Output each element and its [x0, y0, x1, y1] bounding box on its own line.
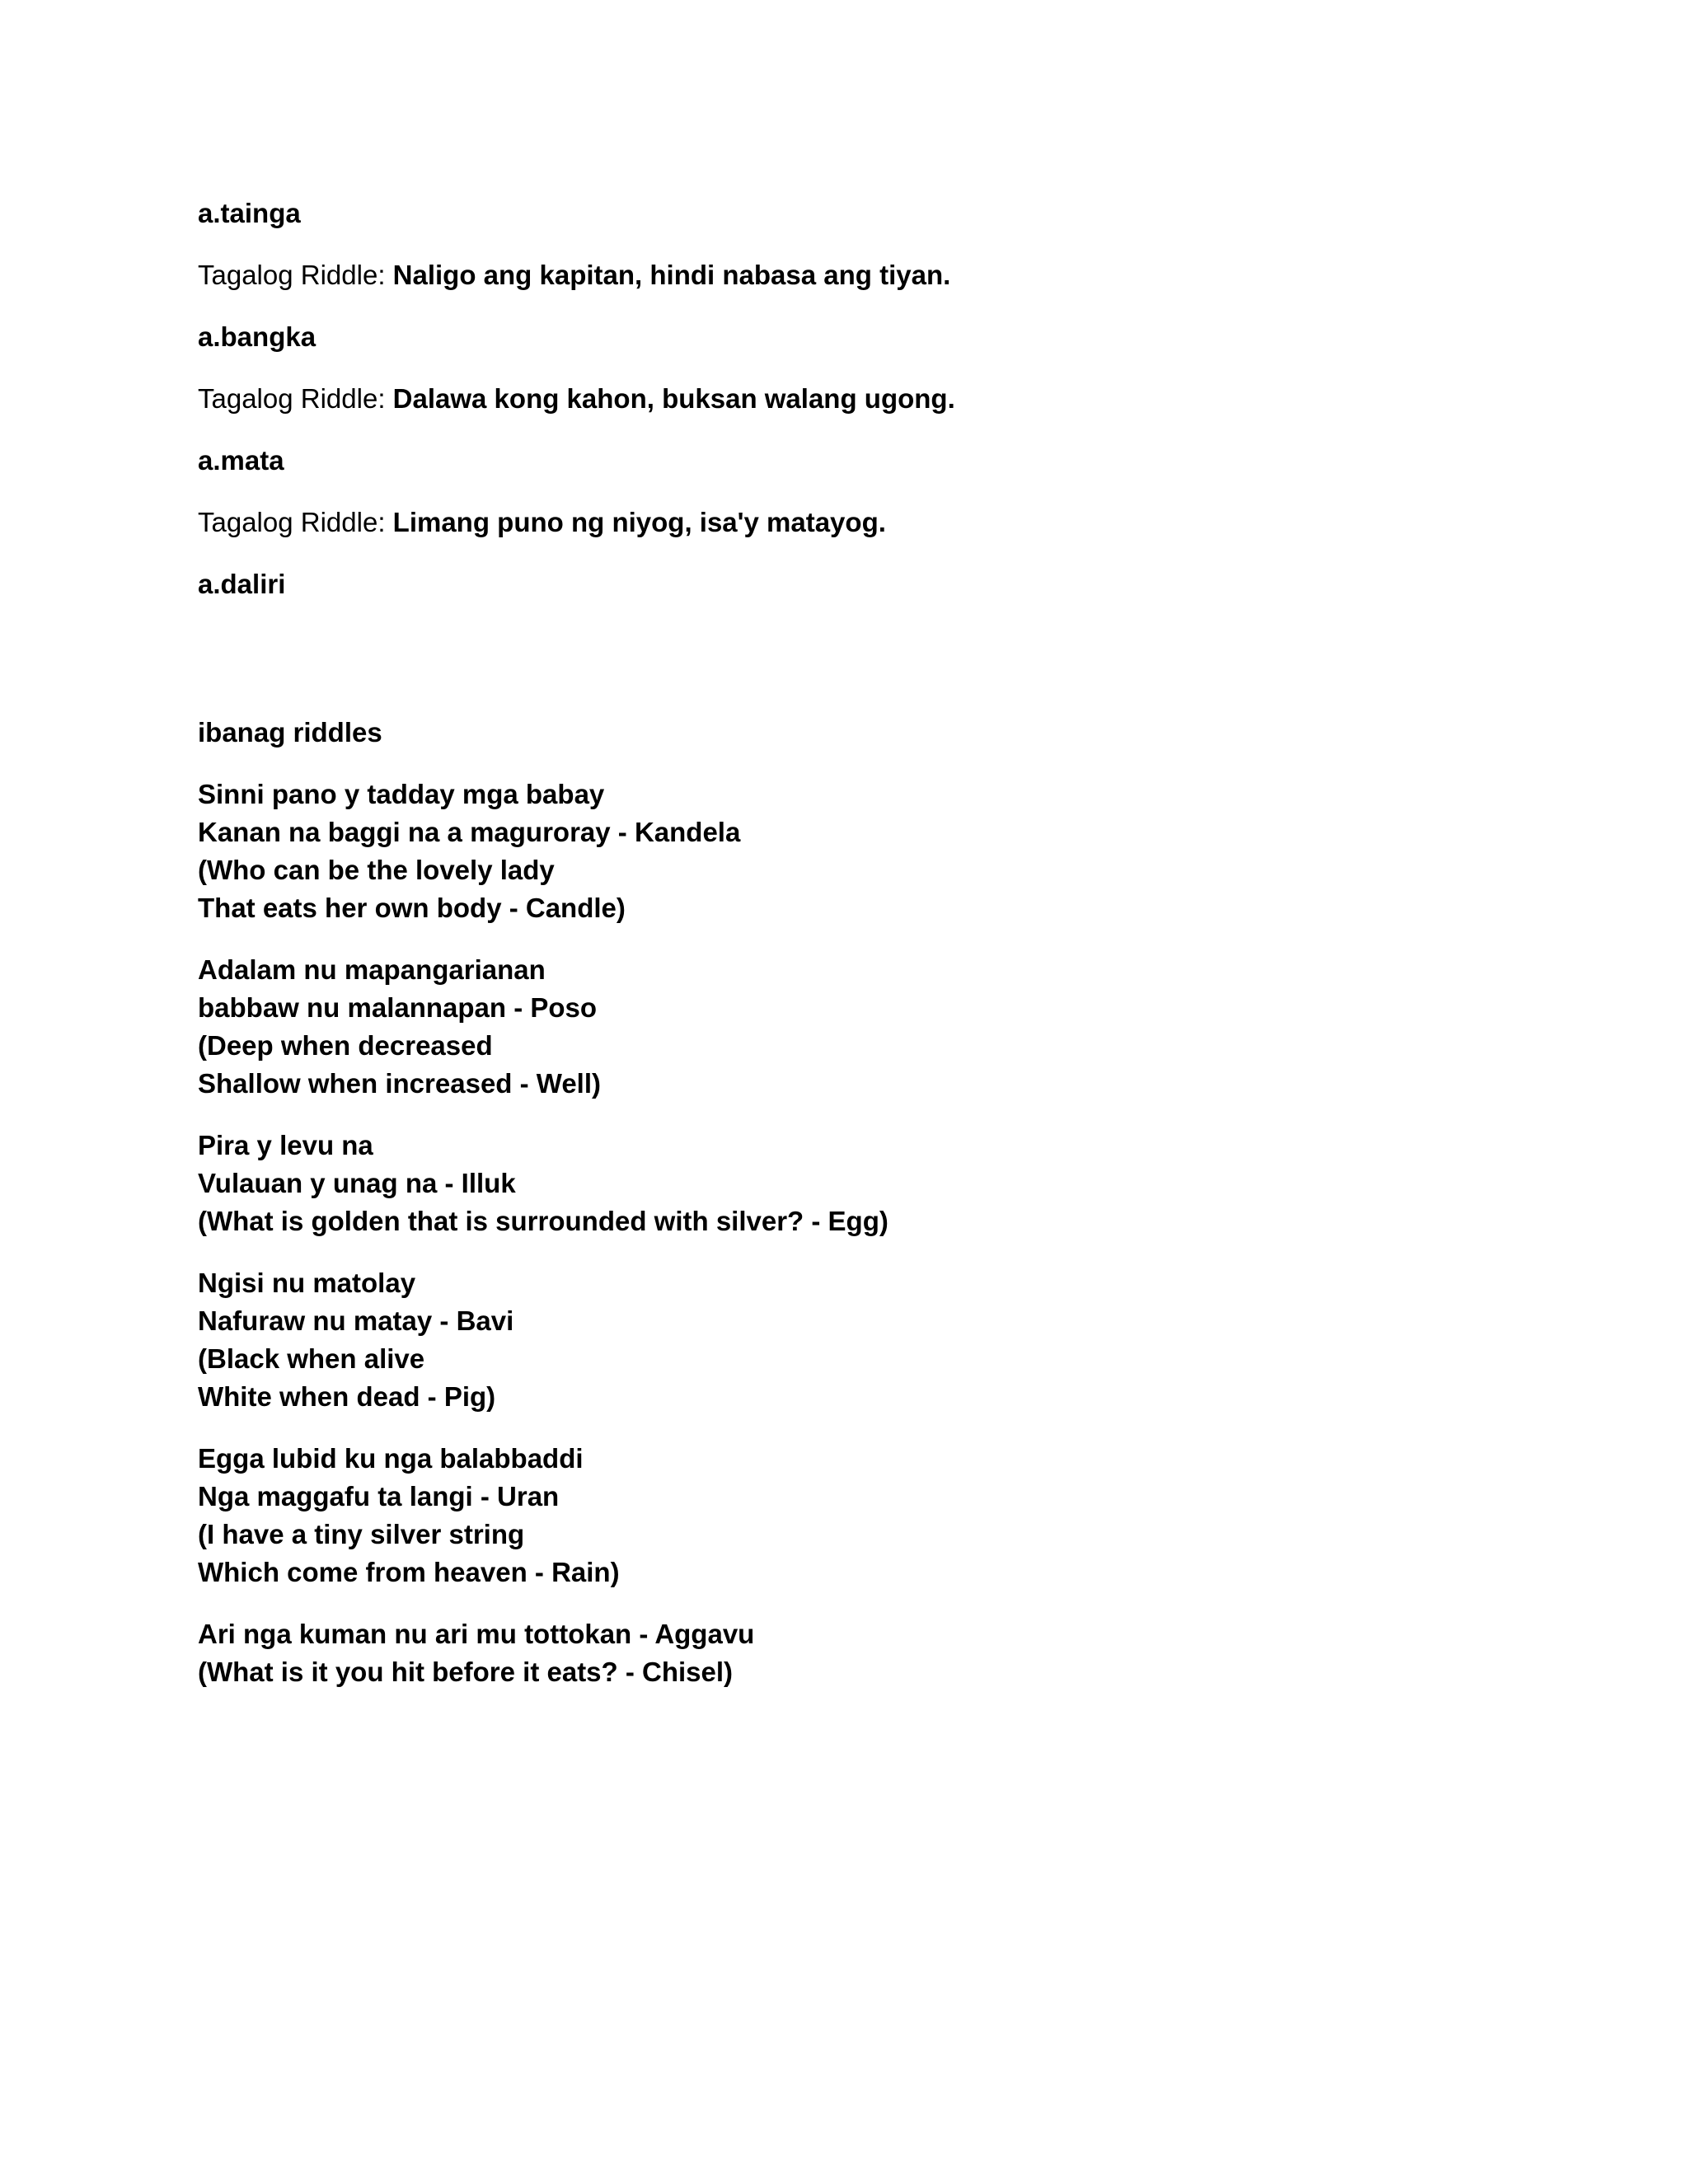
- riddle-line: Kanan na baggi na a maguroray - Kandela: [198, 817, 741, 847]
- riddle-line: Ngisi nu matolay: [198, 1268, 416, 1298]
- riddle-line: Egga lubid ku nga balabbaddi: [198, 1443, 584, 1474]
- answer-text: a.mata: [198, 445, 284, 476]
- answer-mata: [198, 442, 1484, 480]
- heading-text: ibanag riddles: [198, 717, 382, 748]
- riddle-text: Naligo ang kapitan, hindi nabasa ang tiyan.: [392, 260, 951, 290]
- riddle-line: That eats her own body - Candle): [198, 893, 626, 923]
- riddle-line: Adalam nu mapangarianan: [198, 954, 546, 985]
- riddle-line: [198, 256, 1484, 294]
- riddle-line: Vulauan y unag na - Illuk: [198, 1168, 516, 1198]
- ibanag-riddle: [198, 1127, 1484, 1240]
- ibanag-riddle: [198, 1615, 1484, 1691]
- tagalog-riddle-2: [198, 380, 1484, 418]
- riddle-line: Pira y levu na: [198, 1130, 373, 1160]
- answer-text: a.tainga: [198, 198, 301, 228]
- riddle-text: Dalawa kong kahon, buksan walang ugong.: [392, 383, 955, 414]
- answer-text: a.bangka: [198, 321, 316, 352]
- riddle-line: babbaw nu malannapan - Poso: [198, 992, 598, 1023]
- riddle-line: Ari nga kuman nu ari mu tottokan - Aggavu: [198, 1619, 755, 1649]
- riddle-line: White when dead - Pig): [198, 1381, 496, 1412]
- answer-text: a.daliri: [198, 569, 286, 599]
- ibanag-riddle: [198, 951, 1484, 1103]
- ibanag-riddle: [198, 776, 1484, 927]
- tagalog-riddle-1: [198, 256, 1484, 294]
- ibanag-riddle: [198, 1264, 1484, 1416]
- riddle-line: (Who can be the lovely lady: [198, 855, 555, 885]
- riddle-line: (What is golden that is surrounded with silver? - Egg): [198, 1206, 889, 1236]
- riddle-line: (Black when alive: [198, 1343, 425, 1374]
- riddle-line: Which come from heaven - Rain): [198, 1557, 620, 1587]
- section-heading: [198, 714, 1484, 752]
- blank-spacer: [198, 627, 1484, 714]
- riddle-line: Nafuraw nu matay - Bavi: [198, 1305, 514, 1336]
- riddle-line: (I have a tiny silver string: [198, 1519, 525, 1549]
- answer-daliri: [198, 565, 1484, 603]
- riddle-line: (Deep when decreased: [198, 1030, 493, 1061]
- tagalog-riddle-3: [198, 504, 1484, 541]
- riddle-prefix: Tagalog Riddle:: [198, 260, 393, 290]
- riddle-text: Limang puno ng niyog, isa'y matayog.: [392, 507, 886, 537]
- riddle-line: Sinni pano y tadday mga babay: [198, 779, 605, 809]
- riddle-line: [198, 504, 1484, 541]
- riddle-line: Shallow when increased - Well): [198, 1068, 602, 1099]
- riddle-line: Nga maggafu ta langi - Uran: [198, 1481, 560, 1511]
- answer-bangka: [198, 318, 1484, 356]
- document-content: [198, 194, 1484, 1715]
- answer-tainga: [198, 194, 1484, 232]
- riddle-line: [198, 380, 1484, 418]
- ibanag-riddle: [198, 1440, 1484, 1591]
- riddle-line: (What is it you hit before it eats? - Chisel): [198, 1657, 734, 1687]
- riddle-prefix: Tagalog Riddle:: [198, 383, 393, 414]
- riddle-prefix: Tagalog Riddle:: [198, 507, 393, 537]
